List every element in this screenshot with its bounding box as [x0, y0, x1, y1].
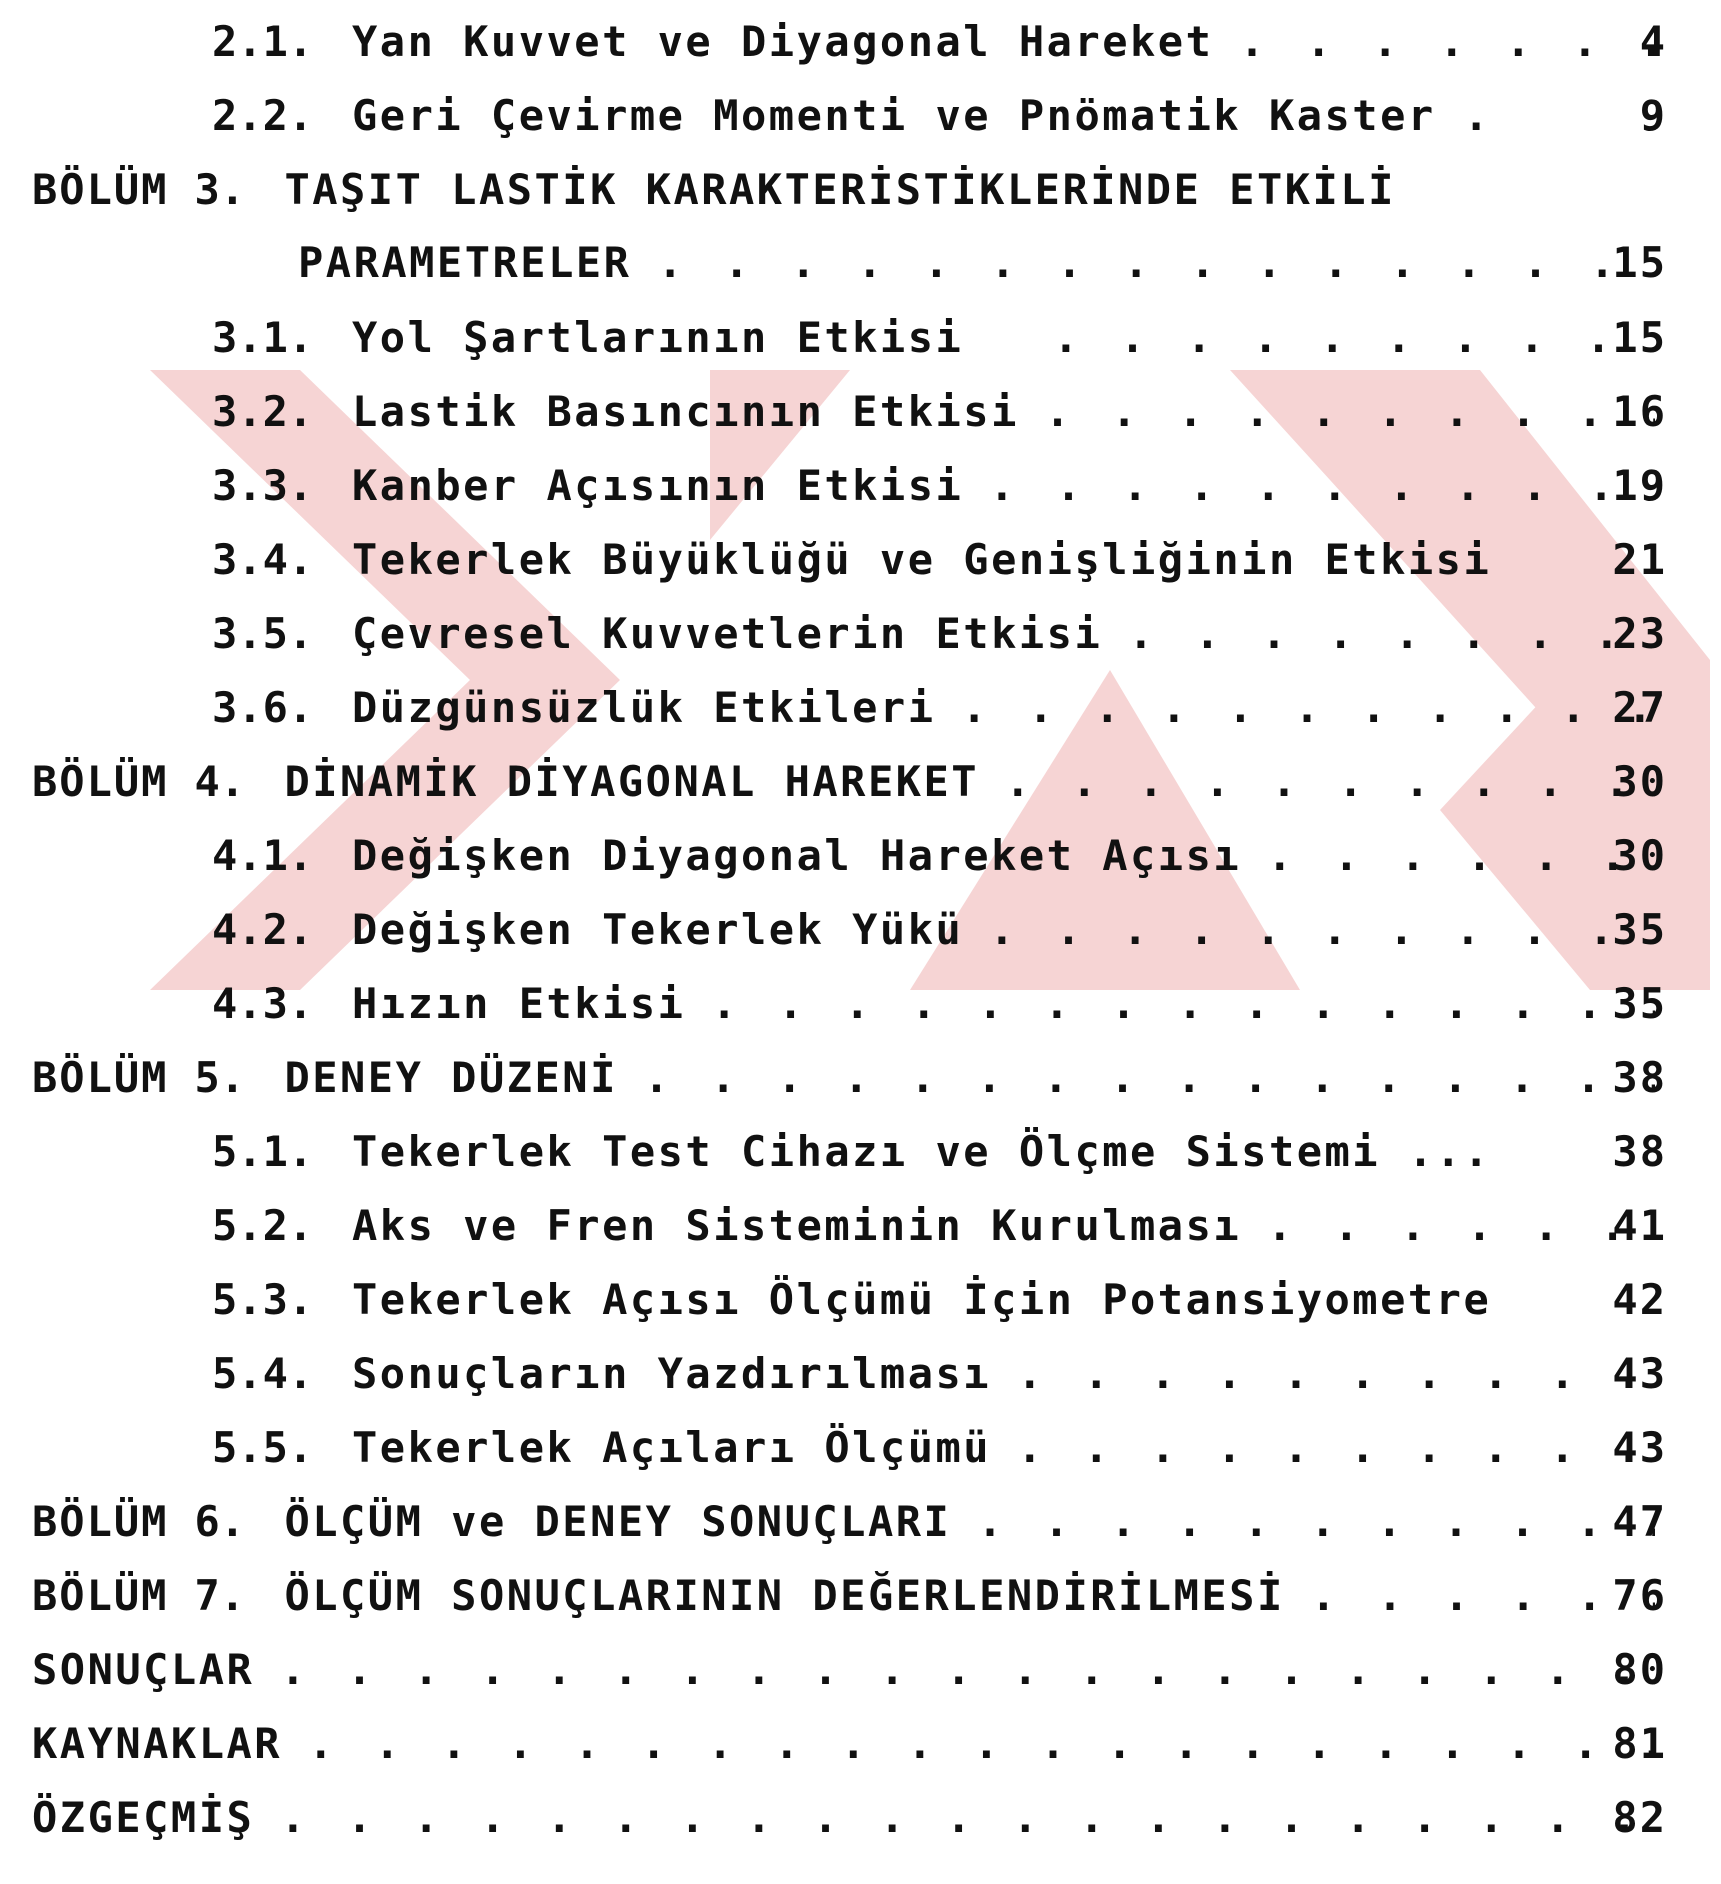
- entry-number: 5.5.: [212, 1423, 314, 1472]
- dot-leader: [1045, 382, 1655, 442]
- toc-entry-5-3: [212, 1270, 1667, 1330]
- entry-title: Çevresel Kuvvetlerin Etkisi: [352, 609, 1103, 658]
- entry-number: 5.: [194, 1053, 246, 1102]
- entry-title: DİNAMİK DİYAGONAL HAREKET: [284, 757, 980, 806]
- entry-title: Hızın Etkisi: [352, 979, 686, 1028]
- dot-leader: [657, 233, 1655, 293]
- entry-page: 23: [1612, 609, 1667, 658]
- entry-number: 4.: [194, 757, 246, 806]
- entry-title: Lastik Basıncının Etkisi: [352, 387, 1019, 436]
- toc-entry-4-2: [212, 900, 1667, 960]
- dot-leader: [989, 456, 1655, 516]
- toc-entry-3-6: [212, 678, 1667, 738]
- chapter-label: BÖLÜM: [32, 1571, 169, 1620]
- entry-number: 5.3.: [212, 1275, 314, 1324]
- entry-page: 16: [1612, 387, 1667, 436]
- entry-title: SONUÇLAR: [32, 1645, 255, 1694]
- dot-leader: [280, 1640, 1655, 1700]
- entry-page: 35: [1612, 905, 1667, 954]
- entry-title: KAYNAKLAR: [32, 1719, 283, 1768]
- entry-page: 9: [1639, 91, 1667, 140]
- entry-title: Yan Kuvvet ve Diyagonal Hareket: [352, 17, 1214, 66]
- entry-title: Aks ve Fren Sisteminin Kurulması: [352, 1201, 1242, 1250]
- entry-title: PARAMETRELER: [298, 238, 632, 287]
- entry-page: 38: [1612, 1053, 1667, 1102]
- entry-title: ÖLÇÜM SONUÇLARININ DEĞERLENDİRİLMESİ: [284, 1571, 1285, 1620]
- dot-leader: [962, 678, 1655, 738]
- entry-number: 4.2.: [212, 905, 314, 954]
- toc-entry-3-1: [212, 308, 1667, 368]
- entry-page: 21: [1612, 535, 1667, 584]
- entry-number: 5.1.: [212, 1127, 314, 1176]
- entry-title: Sonuçların Yazdırılması: [352, 1349, 992, 1398]
- entry-page: 38: [1612, 1127, 1667, 1176]
- entry-page: 82: [1612, 1793, 1667, 1842]
- entry-title: Yol Şartlarının Etkisi: [352, 313, 964, 362]
- entry-title: Değişken Tekerlek Yükü: [352, 905, 964, 954]
- toc-kaynaklar: [32, 1714, 1667, 1774]
- entry-page: 15: [1612, 238, 1667, 287]
- entry-title: Geri Çevirme Momenti ve Pnömatik Kaster .: [352, 91, 1492, 140]
- entry-number: 3.3.: [212, 461, 314, 510]
- entry-page: 30: [1612, 831, 1667, 880]
- entry-title: ÖZGEÇMİŞ: [32, 1793, 255, 1842]
- toc-entry-5-1: [212, 1122, 1667, 1182]
- toc-ozgecmis: [32, 1788, 1667, 1848]
- entry-number: 3.6.: [212, 683, 314, 732]
- dot-leader: [1017, 1418, 1655, 1478]
- dot-leader: [1005, 752, 1655, 812]
- toc-entry-3-4: [212, 530, 1667, 590]
- entry-page: 42: [1612, 1275, 1667, 1324]
- dot-leader: [989, 900, 1655, 960]
- toc-entry-3-5: [212, 604, 1667, 664]
- dot-leader: [644, 1048, 1655, 1108]
- entry-page: 81: [1612, 1719, 1667, 1768]
- entry-number: 4.1.: [212, 831, 314, 880]
- entry-title: ÖLÇÜM ve DENEY SONUÇLARI: [284, 1497, 952, 1546]
- chapter-label: BÖLÜM: [32, 165, 169, 214]
- entry-number: 5.4.: [212, 1349, 314, 1398]
- toc-sonuclar: [32, 1640, 1667, 1700]
- dot-leader: [1128, 604, 1655, 664]
- entry-number: 2.2.: [212, 91, 314, 140]
- entry-number: 3.5.: [212, 609, 314, 658]
- entry-page: 19: [1612, 461, 1667, 510]
- entry-page: 41: [1612, 1201, 1667, 1250]
- entry-page: 43: [1612, 1423, 1667, 1472]
- chapter-label: BÖLÜM: [32, 1497, 169, 1546]
- toc-entry-5-2: [212, 1196, 1667, 1256]
- chapter-label: BÖLÜM: [32, 1053, 169, 1102]
- entry-number: 3.: [194, 165, 246, 214]
- dot-leader: [280, 1788, 1655, 1848]
- dot-leader: [308, 1714, 1655, 1774]
- entry-page: 47: [1612, 1497, 1667, 1546]
- entry-title: Tekerlek Büyüklüğü ve Genişliğinin Etkisi: [352, 535, 1492, 584]
- toc-chapter-7: [32, 1566, 1667, 1626]
- entry-number: 3.4.: [212, 535, 314, 584]
- toc-entry-5-4: [212, 1344, 1667, 1404]
- entry-page: 27: [1612, 683, 1667, 732]
- entry-number: 4.3.: [212, 979, 314, 1028]
- toc-chapter-4: [32, 752, 1667, 812]
- entry-page: 76: [1612, 1571, 1667, 1620]
- entry-page: 43: [1612, 1349, 1667, 1398]
- entry-title: Değişken Diyagonal Hareket Açısı: [352, 831, 1242, 880]
- entry-page: 15: [1612, 313, 1667, 362]
- toc-entry-2-1: [212, 12, 1667, 72]
- dot-leader: [977, 1492, 1655, 1552]
- toc-entry-3-3: [212, 456, 1667, 516]
- toc-chapter-3: [32, 160, 1667, 220]
- chapter-label: BÖLÜM: [32, 757, 169, 806]
- entry-title: Tekerlek Açısı Ölçümü İçin Potansiyometre: [352, 1275, 1492, 1324]
- entry-title: Kanber Açısının Etkisi: [352, 461, 964, 510]
- entry-page: 4: [1639, 17, 1667, 66]
- entry-page: 80: [1612, 1645, 1667, 1694]
- toc-entry-5-5: [212, 1418, 1667, 1478]
- toc-chapter-3-continued: [298, 233, 1667, 293]
- entry-page: 35: [1612, 979, 1667, 1028]
- entry-title: TAŞIT LASTİK KARAKTERİSTİKLERİNDE ETKİLİ: [284, 165, 1396, 214]
- toc-entry-3-2: [212, 382, 1667, 442]
- entry-number: 6.: [194, 1497, 246, 1546]
- entry-number: 7.: [194, 1571, 246, 1620]
- entry-title: Tekerlek Test Cihazı ve Ölçme Sistemi ...: [352, 1127, 1492, 1176]
- toc-entry-4-3: [212, 974, 1667, 1034]
- toc-chapter-5: [32, 1048, 1667, 1108]
- toc-entry-2-2: [212, 86, 1667, 146]
- entry-number: 3.1.: [212, 313, 314, 362]
- toc-chapter-6: [32, 1492, 1667, 1552]
- dot-leader: [1053, 308, 1655, 368]
- entry-title: DENEY DÜZENİ: [284, 1053, 618, 1102]
- entry-page: 30: [1612, 757, 1667, 806]
- entry-title: Düzgünsüzlük Etkileri: [352, 683, 936, 732]
- dot-leader: [711, 974, 1655, 1034]
- entry-number: 2.1.: [212, 17, 314, 66]
- toc-entry-4-1: [212, 826, 1667, 886]
- entry-number: 3.2.: [212, 387, 314, 436]
- entry-number: 5.2.: [212, 1201, 314, 1250]
- entry-title: Tekerlek Açıları Ölçümü: [352, 1423, 992, 1472]
- dot-leader: [1017, 1344, 1655, 1404]
